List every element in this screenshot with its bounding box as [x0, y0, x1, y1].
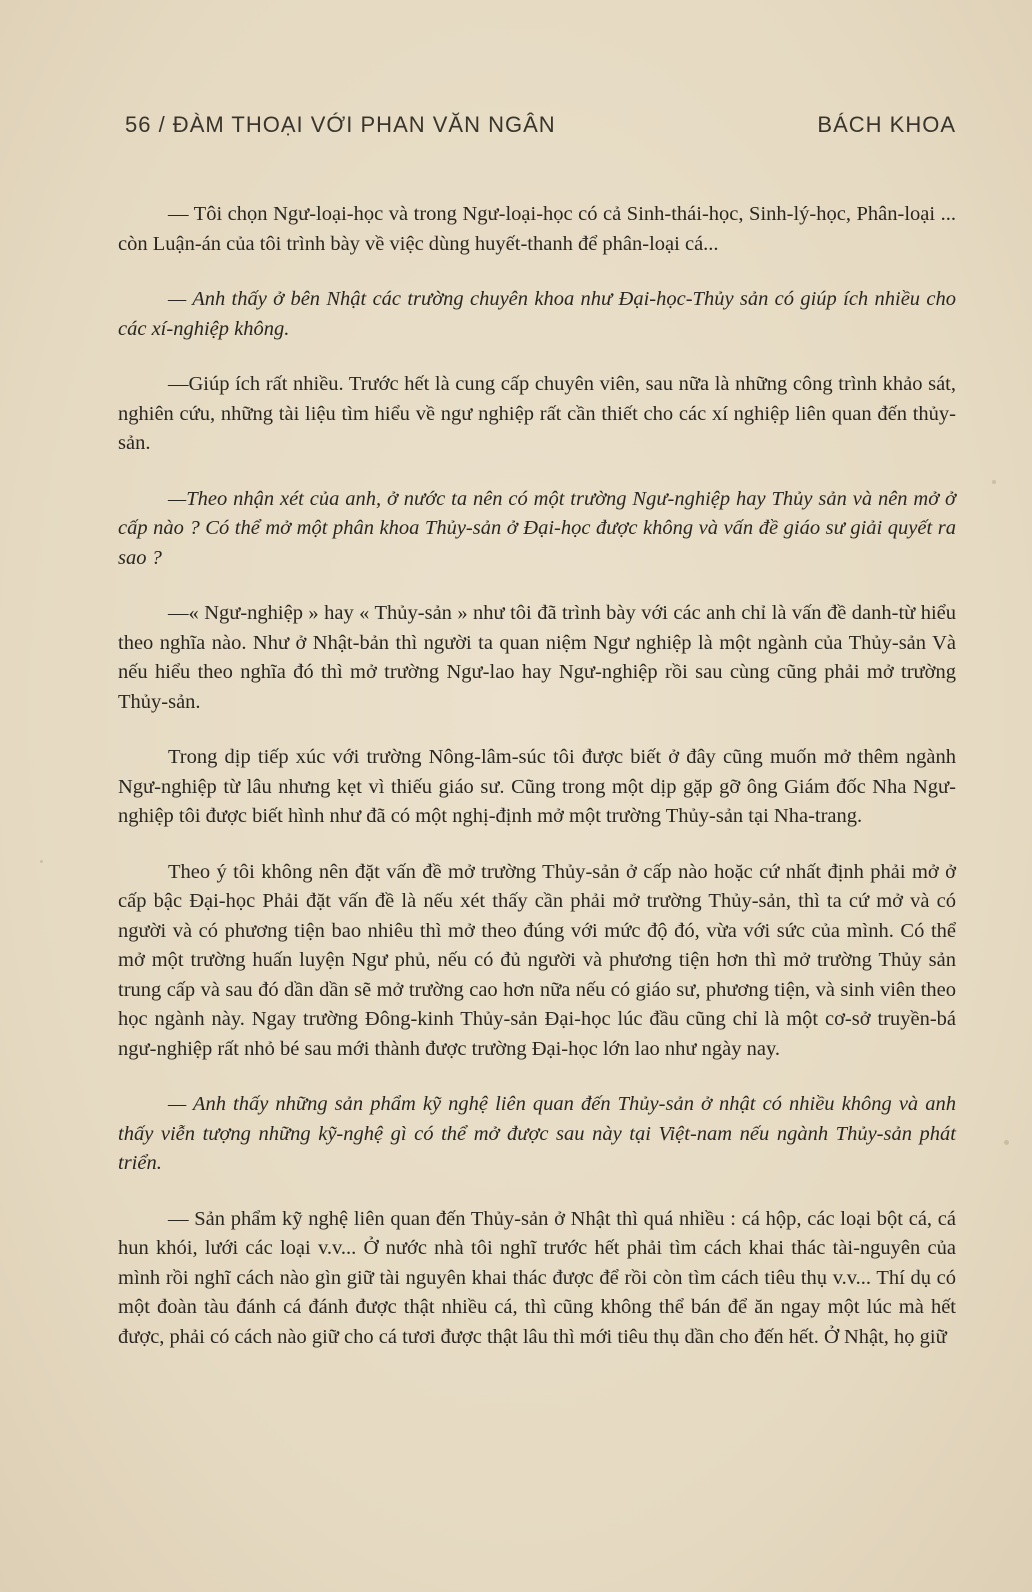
paper-speck: [40, 860, 43, 863]
header-publication: BÁCH KHOA: [817, 112, 956, 137]
paragraph: — Sản phẩm kỹ nghệ liên quan đến Thủy-sản ở Nhật thì quá nhiều : cá hộp, các loại bột cá, cá hun khói, lưới các loại v.v... Ở nước nhà tôi nghĩ trước hết phải tìm cách khai thác tài-nguyên của mình rồi nghĩ cách nào gìn giữ tài nguyên khai thác được để rồi còn tìm cách tiêu thụ v.v... Thí dụ có một đoàn tàu đánh cá đánh được thật nhiều cá, thì cũng không thể bán để ăn ngay một lúc mà hết được, phải có cách nào giữ cho cá tươi được thật lâu thì mới tiêu thụ dần cho đến hết. Ở Nhật, họ giữ: [118, 1207, 956, 1348]
header-page-title: 56 / ĐÀM THOẠI VỚI PHAN VĂN NGÂN: [125, 112, 556, 137]
paragraph: Theo ý tôi không nên đặt vấn đề mở trường Thủy-sản ở cấp nào hoặc cứ nhất định phải mở ở cấp bậc Đại-học Phải đặt vấn đề là nếu xét thấy cần phải mở trường Thủy-sản, thì ta cứ mở và có người và có phương tiện bao nhiêu thì mở theo đúng với mức độ đó, vừa với sức của mình. Có thể mở một trường huấn luyện Ngư phủ, nếu có đủ người và phương tiện hơn thì mở trường Thủy sản trung cấp và sau đó dần dần sẽ mở trường cao hơn nữa nếu có giáo sư, phương tiện, và sinh viên theo học ngành này. Ngay trường Đông-kinh Thủy-sản Đại-học lúc đầu cũng chỉ là một cơ-sở truyền-bá ngư-nghiệp rất nhỏ bé sau mới thành được trường Đại-học lớn lao như ngày nay.: [118, 860, 956, 1060]
paragraph: —Giúp ích rất nhiều. Trước hết là cung cấp chuyên viên, sau nữa là những công trình khảo sát, nghiên cứu, những tài liệu tìm hiểu về ngư nghiệp rất cần thiết cho các xí nghiệp liên quan đến thủy-sản.: [118, 373, 956, 454]
question-paragraph: — Anh thấy ở bên Nhật các trường chuyên khoa như Đại-học-Thủy sản có giúp ích nhiều cho các xí-nghiệp không.: [118, 288, 956, 340]
question-paragraph: —Theo nhận xét của anh, ở nước ta nên có một trường Ngư-nghiệp hay Thủy sản và nên mở ở cấp nào ? Có thể mở một phân khoa Thủy-sản ở Đại-học được không và vấn đề giáo sư giải quyết ra sao ?: [118, 487, 956, 569]
article-body: [118, 200, 956, 1378]
paragraph: —« Ngư-nghiệp » hay « Thủy-sản » như tôi đã trình bày với các anh chỉ là vấn đề danh-từ hiểu theo nghĩa nào. Như ở Nhật-bản thì người ta quan niệm Ngư nghiệp là một ngành của Thủy-sản Và nếu hiểu theo nghĩa đó thì mở trường Ngư-lao hay Ngư-nghiệp rồi sau cùng cũng phải mở trường Thủy-sản.: [118, 602, 956, 713]
running-header: [125, 112, 956, 138]
paper-speck: [1004, 1140, 1009, 1145]
paragraph: — Tôi chọn Ngư-loại-học và trong Ngư-loại-học có cả Sinh-thái-học, Sinh-lý-học, Phân-loại ... còn Luận-án của tôi trình bày về việc dùng huyết-thanh để phân-loại cá...: [118, 203, 956, 255]
paper-speck: [992, 480, 996, 484]
question-paragraph: — Anh thấy những sản phẩm kỹ nghệ liên quan đến Thủy-sản ở nhật có nhiều không và anh thấy viễn tượng những kỹ-nghệ gì có thể mở được sau này tại Việt-nam nếu ngành Thủy-sản phát triển.: [118, 1093, 956, 1174]
paragraph: Trong dịp tiếp xúc với trường Nông-lâm-súc tôi được biết ở đây cũng muốn mở thêm ngành Ngư-nghiệp từ lâu nhưng kẹt vì thiếu giáo sư. Cũng trong một dịp gặp gỡ ông Giám đốc Nha Ngư-nghiệp tôi được biết hình như đã có một nghị-định mở một trường Thủy-sản tại Nha-trang.: [118, 746, 956, 827]
